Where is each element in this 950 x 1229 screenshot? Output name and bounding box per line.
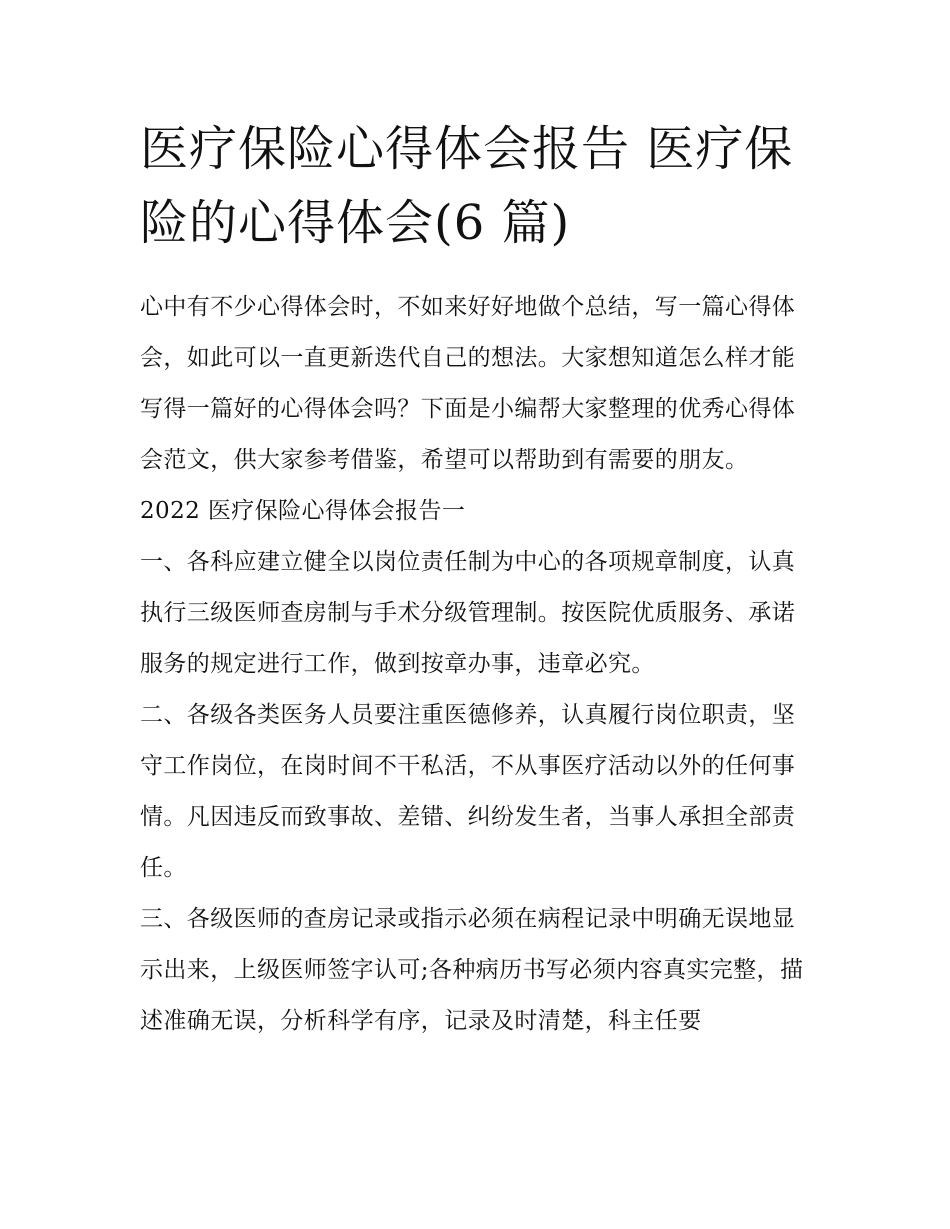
- document-title: 医疗保险心得体会报告 医疗保险的心得体会(6 篇): [140, 121, 794, 251]
- document-body: [140, 282, 812, 1047]
- document-content: [140, 112, 812, 1047]
- intro-paragraph: 心中有不少心得体会时，不如来好好地做个总结，写一篇心得体会，如此可以一直更新迭代自己的想法。大家想知道怎么样才能写得一篇好的心得体会吗？下面是小编帮大家整理的优秀心得体会范文，供大家参考借鉴，希望可以帮助到有需要的朋友。: [140, 294, 796, 473]
- list-item: 二、各级各类医务人员要注重医德修养，认真履行岗位职责，坚守工作岗位，在岗时间不干私活，不从事医疗活动以外的任何事情。凡因违反而致事故、差错、纠纷发生者，当事人承担全部责任。: [140, 702, 796, 881]
- list-item: 一、各科应建立健全以岗位责任制为中心的各项规章制度，认真执行三级医师查房制与手术分级管理制。按医院优质服务、承诺服务的规定进行工作，做到按章办事，违章必究。: [140, 549, 796, 677]
- list-item: 三、各级医师的查房记录或指示必须在病程记录中明确无误地显示出来，上级医师签字认可;各种病历书写必须内容真实完整，描述准确无误，分析科学有序，记录及时清楚，科主任要: [140, 906, 804, 1034]
- section-heading: 2022 医疗保险心得体会报告一: [140, 498, 466, 524]
